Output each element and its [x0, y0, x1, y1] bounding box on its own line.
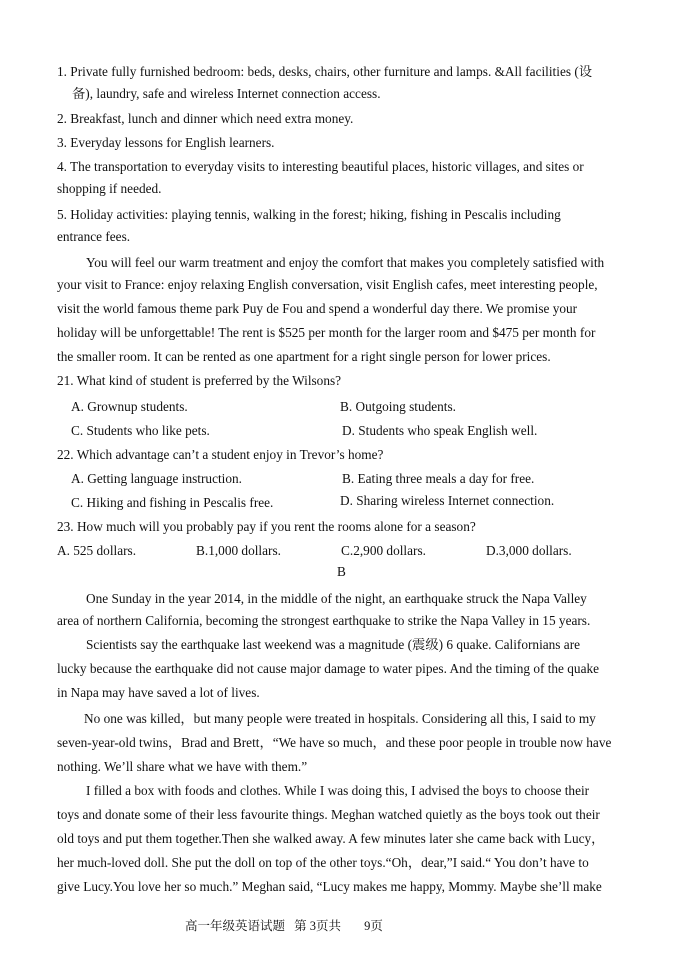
list-item-1-line-1: 1. Private fully furnished bedroom: beds, desks, chairs, other furniture and lamps. &All facilities (设 — [57, 64, 593, 79]
section-heading: B — [337, 564, 346, 579]
list-item-4-line-2: shopping if needed. — [57, 181, 162, 196]
question-23-option-c: C.2,900 dollars. — [341, 543, 426, 558]
question-21-stem: 21. What kind of student is preferred by the Wilsons? — [57, 373, 342, 388]
list-item-5-line-1: 5. Holiday activities: playing tennis, walking in the forest; hiking, fishing in Pescalis including — [57, 207, 561, 222]
footer-page: 第 3页共 — [294, 919, 342, 933]
passage-b-line: I filled a box with foods and clothes. While I was doing this, I advised the boys to choose their — [86, 783, 590, 798]
passage-b-line: toys and donate some of their less favourite things. Meghan watched quietly as the boys took out their — [57, 807, 600, 822]
passage-b-line: Scientists say the earthquake last weekend was a magnitude (震级) 6 quake. Californians are — [86, 637, 581, 652]
question-23-option-a: A. 525 dollars. — [57, 543, 137, 558]
question-21-option-d: D. Students who speak English well. — [342, 423, 538, 438]
question-23-option-b: B.1,000 dollars. — [196, 543, 281, 558]
question-22-option-b: B. Eating three meals a day for free. — [342, 471, 535, 486]
passage-b-line: area of northern California, becoming the strongest earthquake to strike the Napa Valley in 15 years. — [57, 613, 591, 628]
passage-b-line: give Lucy.You love her so much.” Meghan said, “Lucy makes me happy, Mommy. Maybe she’ll make — [57, 879, 602, 894]
intro-paragraph-line: holiday will be unforgettable! The rent is $525 per month for the larger room and $475 per month for — [57, 325, 596, 340]
intro-paragraph-line: the smaller room. It can be rented as one apartment for a right single person for lower prices. — [57, 349, 551, 364]
question-21-option-c: C. Students who like pets. — [71, 423, 210, 438]
intro-paragraph-line: your visit to France: enjoy relaxing English conversation, visit English cafes, meet interesting people, — [57, 277, 598, 292]
question-22-stem: 22. Which advantage can’t a student enjoy in Trevor’s home? — [57, 447, 384, 462]
passage-b-line: One Sunday in the year 2014, in the middle of the night, an earthquake struck the Napa Valley — [86, 591, 587, 606]
list-item-4-line-1: 4. The transportation to everyday visits to interesting beautiful places, historic villages, and sites or — [57, 159, 584, 174]
passage-b-line: in Napa may have saved a lot of lives. — [57, 685, 260, 700]
question-22-option-a: A. Getting language instruction. — [71, 471, 242, 486]
intro-paragraph-line: You will feel our warm treatment and enjoy the comfort that makes you completely satisfied with — [86, 255, 605, 270]
footer-title: 高一年级英语试题 — [185, 919, 286, 933]
passage-b-line: No one was killed，but many people were treated in hospitals. Considering all this, I said to my — [84, 711, 596, 726]
question-23-stem: 23. How much will you probably pay if you rent the rooms alone for a season? — [57, 519, 476, 534]
page-footer — [185, 918, 389, 934]
list-item-2: 2. Breakfast, lunch and dinner which need extra money. — [57, 111, 354, 126]
intro-paragraph-line: visit the world famous theme park Puy de Fou and spend a wonderful day there. We promise your — [57, 301, 578, 316]
passage-b-line: lucky because the earthquake did not cause major damage to water pipes. And the timing of the quake — [57, 661, 600, 676]
list-item-3: 3. Everyday lessons for English learners. — [57, 135, 275, 150]
passage-b-line: seven-year-old twins，Brad and Brett，“We have so much，and these poor people in trouble now have — [57, 735, 612, 750]
passage-b-line: old toys and put them together.Then she walked away. A few minutes later she came back with Lucy， — [57, 831, 605, 846]
passage-b-line: her much-loved doll. She put the doll on top of the other toys.“Oh，dear,”I said.“ You don’t have to — [57, 855, 589, 870]
question-22-option-c: C. Hiking and fishing in Pescalis free. — [71, 495, 274, 510]
question-23-option-d: D.3,000 dollars. — [486, 543, 572, 558]
question-22-option-d: D. Sharing wireless Internet connection. — [340, 493, 555, 508]
passage-b-line: nothing. We’ll share what we have with them.” — [57, 759, 308, 774]
list-item-5-line-2: entrance fees. — [57, 229, 131, 244]
footer-total: 9页 — [364, 919, 383, 933]
question-21-option-a: A. Grownup students. — [71, 399, 188, 414]
list-item-1-line-2: 备), laundry, safe and wireless Internet connection access. — [72, 86, 381, 101]
question-21-option-b: B. Outgoing students. — [340, 399, 456, 414]
